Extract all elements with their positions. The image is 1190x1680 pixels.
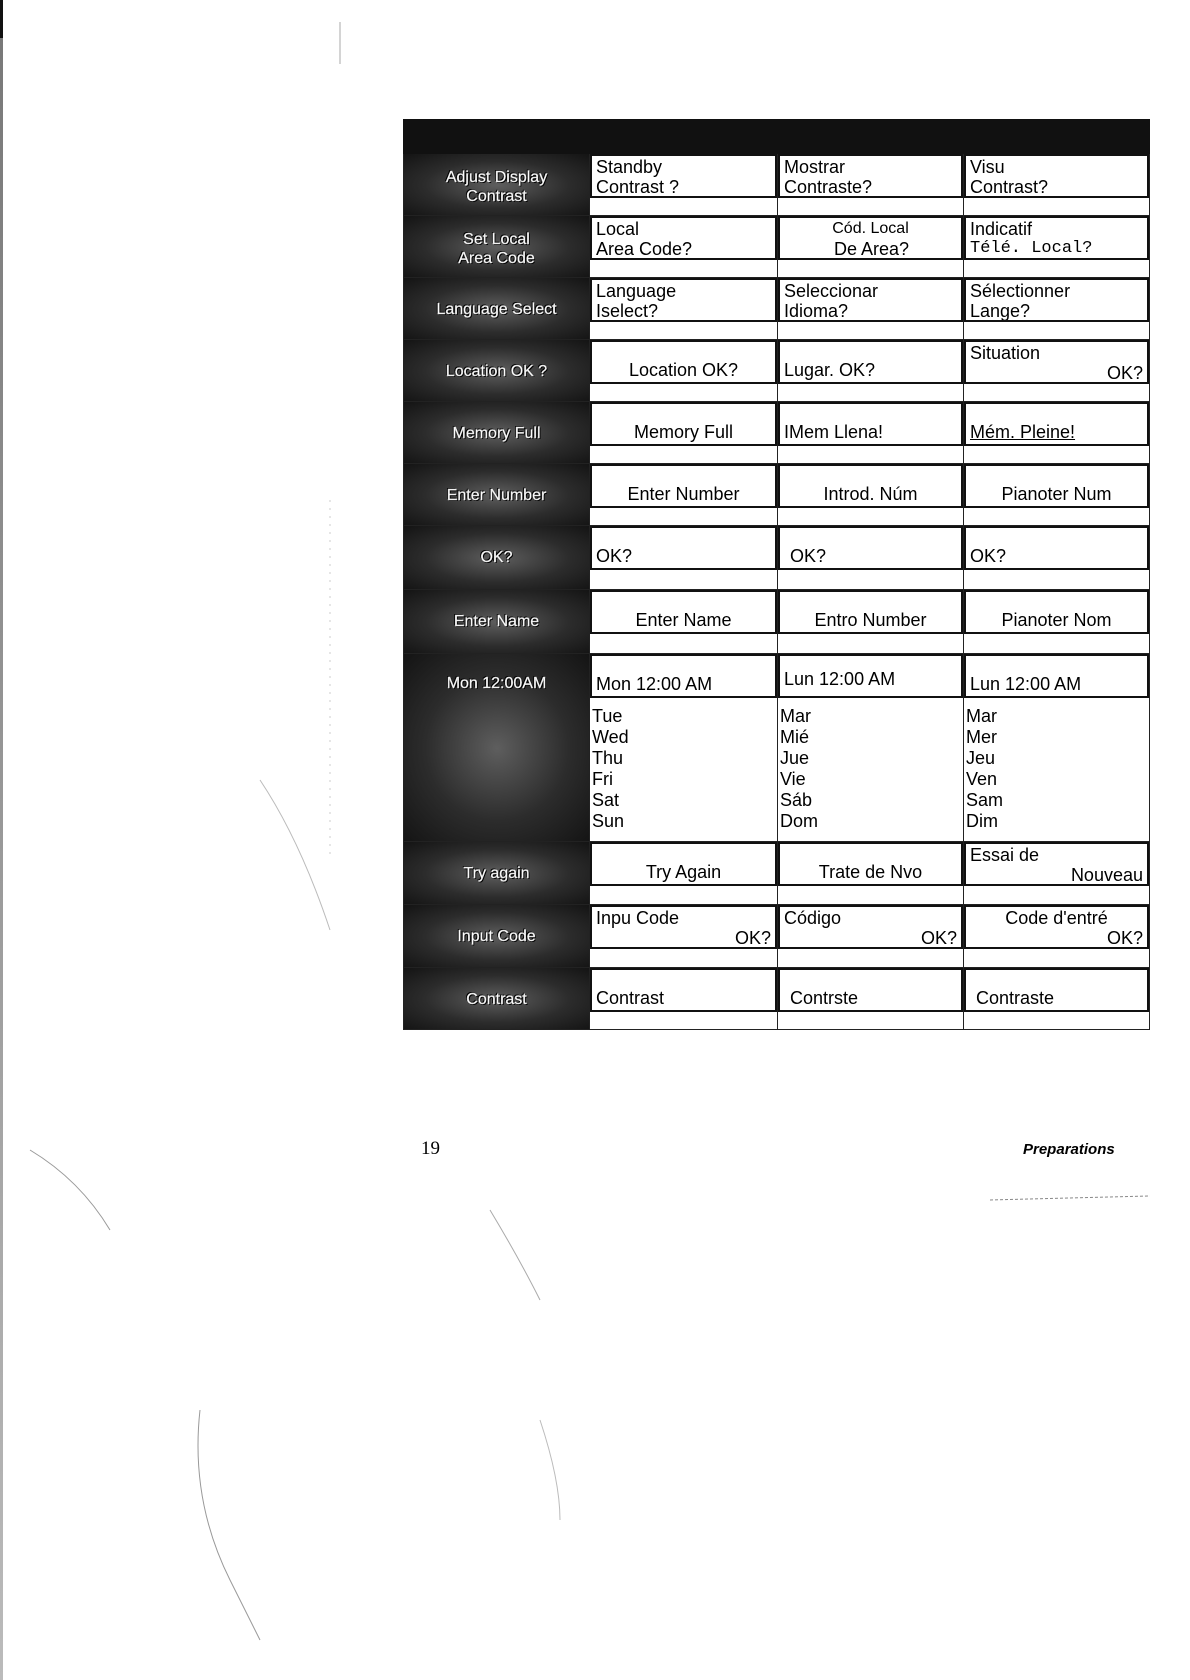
lcd-display [590, 278, 777, 322]
lcd-line: Entro Number [814, 610, 927, 630]
lcd-line: Indicatif [970, 219, 1033, 239]
spanish-cell [778, 402, 964, 464]
lcd-line: Memory Full [633, 422, 733, 442]
row-label-line: Area Code [458, 250, 535, 267]
day-item: Tue [592, 706, 623, 726]
english-cell [590, 216, 778, 278]
row-label [404, 842, 590, 905]
lcd-display [778, 464, 963, 508]
lcd-line: Nouveau [1070, 865, 1143, 885]
french-cell [964, 340, 1150, 402]
lcd-display [778, 905, 963, 949]
lcd-display [590, 654, 777, 698]
lcd-display [964, 402, 1149, 446]
lcd-display [964, 968, 1149, 1012]
lcd-line: De Area? [834, 239, 910, 259]
lcd-line: OK? [596, 546, 633, 566]
lcd-line: Cód. Local [832, 220, 909, 237]
french-cell [964, 402, 1150, 464]
lcd-line: Mém. Pleine! [970, 422, 1076, 442]
lcd-display [964, 340, 1149, 384]
lcd-line: Idioma? [784, 301, 849, 321]
table-row [404, 340, 1150, 402]
english-cell [590, 340, 778, 402]
day-item: Jeu [966, 748, 996, 768]
spanish-cell [778, 526, 964, 590]
lcd-display [964, 842, 1149, 886]
lcd-line: Enter Number [627, 484, 740, 504]
french-cell [964, 154, 1150, 216]
lcd-line: Lun 12:00 AM [970, 674, 1082, 694]
lcd-line: OK? [1106, 928, 1143, 948]
lcd-line: Lun 12:00 AM [784, 669, 896, 689]
english-cell [590, 590, 778, 654]
french-cell [964, 590, 1150, 654]
lcd-line: Introd. Núm [823, 484, 918, 504]
lcd-display [778, 968, 963, 1012]
lcd-display [778, 154, 963, 198]
lcd-line: Code d'entré [1005, 908, 1108, 928]
row-label-line: Contrast [466, 188, 527, 205]
day-item: Mié [780, 727, 810, 747]
lcd-display [590, 590, 777, 634]
spanish-cell [778, 842, 964, 905]
lcd-line: Contrast ? [596, 177, 680, 197]
spanish-cell [778, 340, 964, 402]
table-row [404, 216, 1150, 278]
english-cell [590, 278, 778, 340]
lcd-line: OK? [970, 546, 1007, 566]
lcd-display [964, 526, 1149, 570]
lcd-display [964, 590, 1149, 634]
french-cell [964, 905, 1150, 968]
lcd-line: Situation [970, 343, 1041, 363]
lcd-display [964, 216, 1149, 260]
row-label-line: Adjust Display [445, 169, 548, 186]
english-cell [590, 402, 778, 464]
english-cell [590, 464, 778, 526]
table-row [404, 968, 1150, 1030]
header-cell [590, 120, 778, 154]
header-cell [778, 120, 964, 154]
row-label-line: Enter Name [453, 613, 540, 630]
day-item: Wed [592, 727, 629, 747]
french-cell [964, 842, 1150, 905]
lcd-line: Local [596, 219, 640, 239]
day-item: Dim [966, 811, 998, 831]
lcd-line: OK? [790, 546, 827, 566]
day-list [778, 698, 963, 834]
row-label [404, 590, 590, 654]
spanish-cell [778, 278, 964, 340]
lcd-line: Try Again [645, 862, 722, 882]
lcd-line: Iselect? [596, 301, 659, 321]
row-label [404, 968, 590, 1030]
row-label [404, 654, 590, 842]
lcd-line: Enter Name [635, 610, 732, 630]
spanish-cell [778, 154, 964, 216]
table-row [404, 402, 1150, 464]
lcd-line: OK? [920, 928, 957, 948]
row-label-line: Try again [463, 865, 530, 882]
lcd-display [590, 526, 777, 570]
day-item: Vie [780, 769, 806, 789]
lcd-line: Language [596, 281, 677, 301]
row-label [404, 278, 590, 340]
row-label-line: OK? [480, 549, 513, 566]
day-item: Mer [966, 727, 997, 747]
day-item: Mar [780, 706, 811, 726]
day-item: Sat [592, 790, 620, 810]
table-row [404, 590, 1150, 654]
lcd-display [590, 842, 777, 886]
language-table [403, 119, 1150, 1030]
lcd-display [964, 278, 1149, 322]
lcd-line: Contraste? [784, 177, 873, 197]
lcd-display [778, 402, 963, 446]
lcd-line: Pianoter Num [1001, 484, 1112, 504]
header-cell [404, 120, 590, 154]
spanish-cell [778, 905, 964, 968]
lcd-display [778, 340, 963, 384]
row-label [404, 526, 590, 590]
lcd-line: Télé. Local? [970, 239, 1093, 258]
row-label-line: Enter Number [446, 487, 547, 504]
lcd-line: Trate de Nvo [818, 862, 923, 882]
lcd-display [590, 464, 777, 508]
spanish-cell [778, 216, 964, 278]
lcd-display [778, 216, 963, 260]
row-label [404, 464, 590, 526]
lcd-line: Visu [970, 157, 1005, 177]
row-label [404, 340, 590, 402]
row-label-line: Contrast [466, 991, 527, 1008]
lcd-line: OK? [1106, 363, 1143, 383]
lcd-line: IMem Llena! [784, 422, 884, 442]
lcd-line: Contraste [976, 988, 1055, 1008]
section-name: Preparations [1023, 1141, 1115, 1158]
day-item: Fri [592, 769, 613, 789]
lcd-line: Essai de [970, 845, 1040, 865]
table-row [404, 278, 1150, 340]
table-row [404, 526, 1150, 590]
lcd-display [590, 905, 777, 949]
table-header-bar [404, 120, 1150, 154]
lcd-line: Lugar. OK? [784, 360, 876, 380]
french-cell [964, 654, 1150, 842]
lcd-line: Mostrar [784, 157, 846, 177]
lcd-display [778, 590, 963, 634]
english-cell [590, 154, 778, 216]
lcd-display [778, 278, 963, 322]
lcd-line: Pianoter Nom [1001, 610, 1112, 630]
lcd-line: Contrast [596, 988, 665, 1008]
table-row [404, 654, 1150, 842]
row-label-line: Memory Full [452, 425, 541, 442]
table-row [404, 905, 1150, 968]
lcd-display [590, 402, 777, 446]
lcd-line: Contrste [790, 988, 859, 1008]
lcd-display [964, 905, 1149, 949]
english-cell [590, 968, 778, 1030]
day-item: Sun [592, 811, 625, 831]
english-cell [590, 526, 778, 590]
lcd-display [590, 340, 777, 384]
spanish-cell [778, 590, 964, 654]
lcd-line: Seleccionar [784, 281, 879, 301]
table-row [404, 842, 1150, 905]
lcd-display [964, 654, 1149, 698]
row-label-line: Location OK ? [445, 363, 548, 380]
spanish-cell [778, 968, 964, 1030]
lcd-display [778, 654, 963, 698]
day-item: Jue [780, 748, 810, 768]
row-label-line: Language Select [436, 301, 557, 318]
english-cell [590, 654, 778, 842]
row-label [404, 402, 590, 464]
spanish-cell [778, 464, 964, 526]
table-row [404, 154, 1150, 216]
french-cell [964, 278, 1150, 340]
lcd-line: Area Code? [596, 239, 693, 259]
lcd-display [590, 154, 777, 198]
french-cell [964, 464, 1150, 526]
lcd-line: Código [784, 908, 842, 928]
french-cell [964, 968, 1150, 1030]
lcd-line: OK? [734, 928, 771, 948]
lcd-line: Mon 12:00 AM [596, 674, 713, 694]
row-label-line: Mon 12:00AM [446, 675, 547, 692]
lcd-line: Inpu Code [596, 908, 680, 928]
day-item: Ven [966, 769, 998, 789]
lcd-line: Contrast? [970, 177, 1049, 197]
lcd-display [778, 842, 963, 886]
lcd-line: Location OK? [628, 360, 739, 380]
row-label [404, 216, 590, 278]
lcd-display [590, 216, 777, 260]
lcd-line: Sélectionner [970, 281, 1071, 301]
row-label-line: Input Code [457, 928, 536, 945]
row-label-line: Set Local [463, 231, 530, 248]
day-list [964, 698, 1149, 834]
french-cell [964, 216, 1150, 278]
day-item: Sam [966, 790, 1004, 810]
lcd-display [590, 968, 777, 1012]
day-list [590, 698, 777, 834]
lcd-display [778, 526, 963, 570]
day-item: Sáb [780, 790, 813, 810]
lcd-display [964, 464, 1149, 508]
day-item: Mar [966, 706, 997, 726]
french-cell [964, 526, 1150, 590]
header-cell [964, 120, 1150, 154]
english-cell [590, 905, 778, 968]
table-row [404, 464, 1150, 526]
lcd-display [964, 154, 1149, 198]
row-label [404, 905, 590, 968]
english-cell [590, 842, 778, 905]
row-label [404, 154, 590, 216]
day-item: Dom [780, 811, 819, 831]
lcd-line: Lange? [970, 301, 1031, 321]
spanish-cell [778, 654, 964, 842]
day-item: Thu [592, 748, 624, 768]
page-number: 19 [421, 1138, 440, 1159]
lcd-line: Standby [596, 157, 663, 177]
